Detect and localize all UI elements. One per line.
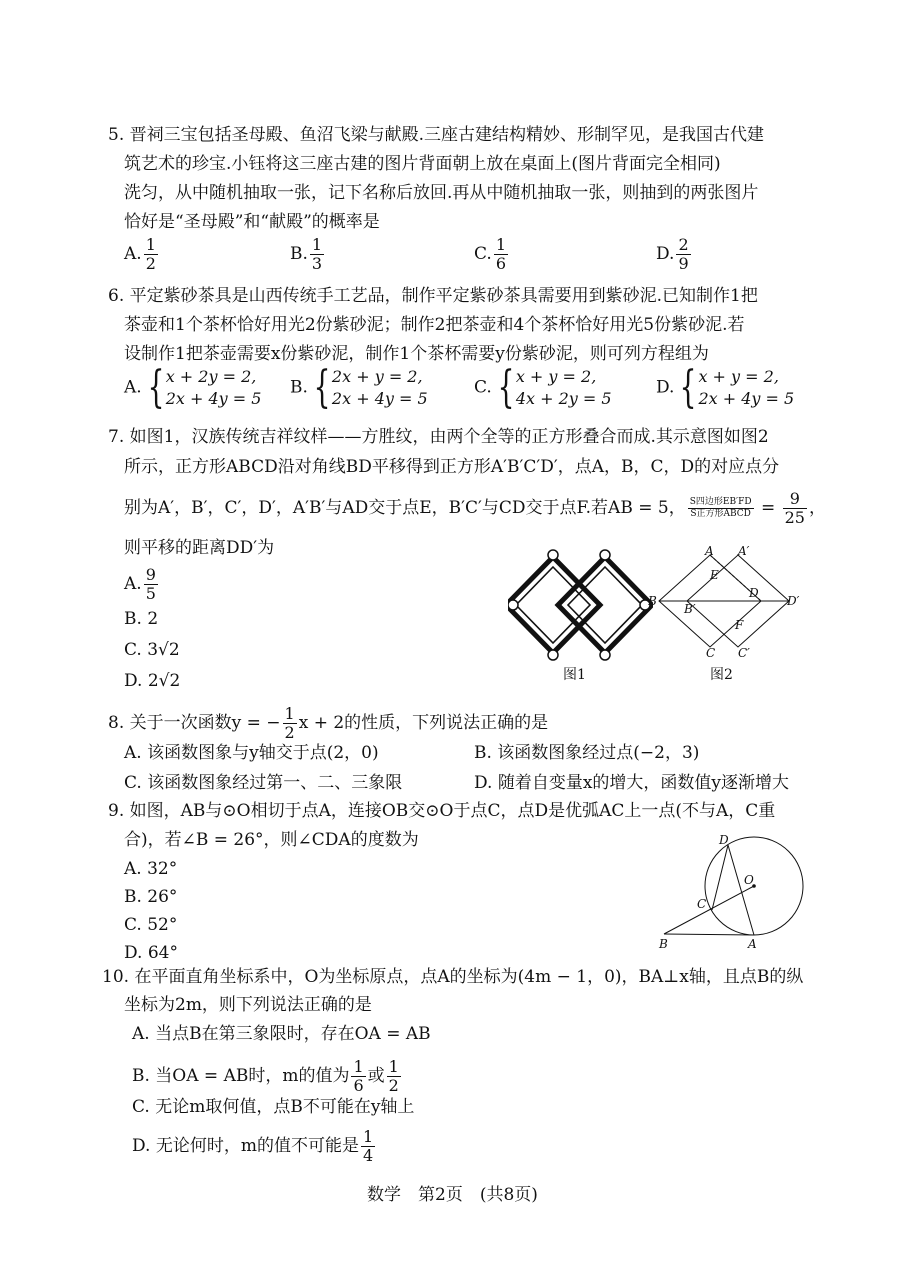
q8-option-d: D. 随着自变量x的增大，函数值y逐渐增大: [474, 773, 790, 793]
q7-line-2: 所示，正方形ABCD沿对角线BD平移得到正方形A′B′C′D′，点A，B，C，D的对应点分: [124, 457, 780, 477]
fig1-knot: [548, 650, 558, 660]
q7-option-d: D. 2√2: [124, 671, 181, 691]
q8-option-b: B. 该函数图象经过点(−2，3): [474, 743, 700, 763]
fig2-label-b: B: [648, 594, 657, 608]
fig1-knot: [600, 650, 610, 660]
q6-option-c: C. { x + y = 2, 4x + 2y = 5: [474, 362, 612, 413]
q10-line-1: 10. 在平面直角坐标系中，O为坐标原点，点A的坐标为(4m − 1，0)，BA⊥x轴，且点B的纵: [102, 967, 804, 987]
q10-option-d: D. 无论何时，m的值不可能是 $\frac{1}{4}$: [132, 1127, 374, 1165]
q5-option-c: C. $\frac{1}{6}$: [474, 235, 506, 273]
q5-option-d: D. $\frac{2}{9}$: [656, 235, 689, 273]
q9-label-c: C: [697, 897, 707, 911]
q9-label-b: B: [659, 937, 668, 951]
q10-line-2: 坐标为2m，则下列说法正确的是: [124, 995, 372, 1015]
fig2-label-c: C: [706, 646, 716, 658]
q10-option-c: C. 无论m取何值，点B不可能在y轴上: [132, 1097, 415, 1117]
q5-line-2: 筑艺术的珍宝.小钰将这三座古建的图片背面朝上放在桌面上(图片背面完全相同): [124, 154, 721, 174]
q8-option-c: C. 该函数图象经过第一、二、三象限: [124, 773, 403, 793]
q9-option-d: D. 64°: [124, 943, 178, 963]
page-footer: 数学 第2页 (共8页): [367, 1185, 538, 1205]
fig2-label-b1: B′: [684, 602, 696, 616]
q6-option-a: A. { x + 2y = 2, 2x + 4y = 5: [124, 362, 262, 413]
fig2-label-d1: D′: [787, 594, 800, 608]
fig2-label-f: F: [735, 618, 744, 632]
q6-line-3: 设制作1把茶壶需要x份紫砂泥，制作1个茶杯需要y份紫砂泥，则可列方程组为: [124, 344, 709, 364]
fig2-caption: 图2: [710, 667, 733, 683]
q9-line-2: 合)，若∠B = 26°，则∠CDA的度数为: [124, 830, 419, 850]
q7-option-a: A. $\frac{9}{5}$: [124, 565, 156, 603]
q10-option-a: A. 当点B在第三象限时，存在OA = AB: [132, 1024, 431, 1044]
q9-label-d: D: [719, 833, 729, 847]
q9-label-o: O: [744, 873, 754, 887]
q5-option-a: A. $\frac{1}{2}$: [124, 235, 156, 273]
fig1-caption: 图1: [563, 667, 586, 683]
q9-segment-bo: [664, 886, 754, 934]
fig2-label-d: D: [749, 586, 759, 600]
q7-line-3: 别为A′，B′，C′，D′，A′B′与AD交于点E，B′C′与CD交于点F.若AB = 5， $\frac{\text{S四边形EB′FD}}{\text{S正方形ABCD}}$ = $\frac{9}{25}$ ，: [124, 489, 826, 527]
fig2-label-a: A: [705, 544, 714, 558]
q8-stem: 8. 关于一次函数y = − $\frac{1}{2}$ x + 2的性质，下列说法正确的是: [108, 704, 549, 742]
q7-figure-1: [508, 545, 653, 670]
q7-figure-2: [648, 543, 808, 658]
fig2-label-c1: C′: [738, 646, 750, 658]
fig1-square-right: [558, 557, 652, 653]
q7-line-4: 则平移的距离DD′为: [124, 538, 275, 558]
q6-option-d: D. { x + y = 2, 2x + 4y = 5: [656, 362, 795, 413]
q9-figure: [652, 832, 812, 952]
fig1-knot: [600, 550, 610, 560]
fig1-knot: [548, 550, 558, 560]
q5-line-4: 恰好是“圣母殿”和“献殿”的概率是: [124, 212, 380, 232]
q5-line-3: 洗匀，从中随机抽取一张，记下名称后放回.再从中随机抽取一张，则抽到的两张图片: [124, 183, 759, 203]
q9-option-b: B. 26°: [124, 887, 178, 907]
q9-label-a: A: [748, 937, 757, 951]
q8-option-a: A. 该函数图象与y轴交于点(2，0): [124, 743, 379, 763]
q9-option-c: C. 52°: [124, 915, 178, 935]
fig2-label-a1: A′: [738, 544, 750, 558]
q6-line-2: 茶壶和1个茶杯恰好用光2份紫砂泥；制作2把茶壶和4个茶杯恰好用光5份紫砂泥.若: [124, 315, 745, 335]
fig2-label-e: E: [710, 568, 719, 582]
q6-option-b: B. { 2x + y = 2, 2x + 4y = 5: [290, 362, 428, 413]
fig1-square-left: [508, 557, 600, 653]
q5-option-b: B. $\frac{1}{3}$: [290, 235, 323, 273]
q7-option-b: B. 2: [124, 609, 159, 629]
q7-option-c: C. 3√2: [124, 640, 180, 660]
q9-line-1: 9. 如图，AB与⊙O相切于点A，连接OB交⊙O于点C，点D是优弧AC上一点(不与A，C重: [108, 801, 776, 821]
q9-segment-da: [728, 845, 754, 935]
q7-line-1: 7. 如图1，汉族传统吉祥纹样——方胜纹，由两个全等的正方形叠合而成.其示意图如图2: [108, 427, 769, 447]
q9-segment-ba: [664, 934, 754, 935]
q5-line-1: 5. 晋祠三宝包括圣母殿、鱼沼飞梁与献殿.三座古建结构精妙、形制罕见，是我国古代建: [108, 125, 765, 145]
fig1-knot: [508, 600, 518, 610]
q10-option-b: B. 当OA = AB时，m的值为 $\frac{1}{6}$ 或 $\frac{1}{2}$: [132, 1057, 399, 1095]
q6-line-1: 6. 平定紫砂茶具是山西传统手工艺品，制作平定紫砂茶具需要用到紫砂泥.已知制作1把: [108, 286, 758, 306]
q9-segment-dc: [712, 845, 728, 910]
fig1-square-right-inner: [568, 567, 642, 643]
q9-option-a: A. 32°: [124, 859, 178, 879]
fig1-square-left-inner: [516, 567, 590, 643]
